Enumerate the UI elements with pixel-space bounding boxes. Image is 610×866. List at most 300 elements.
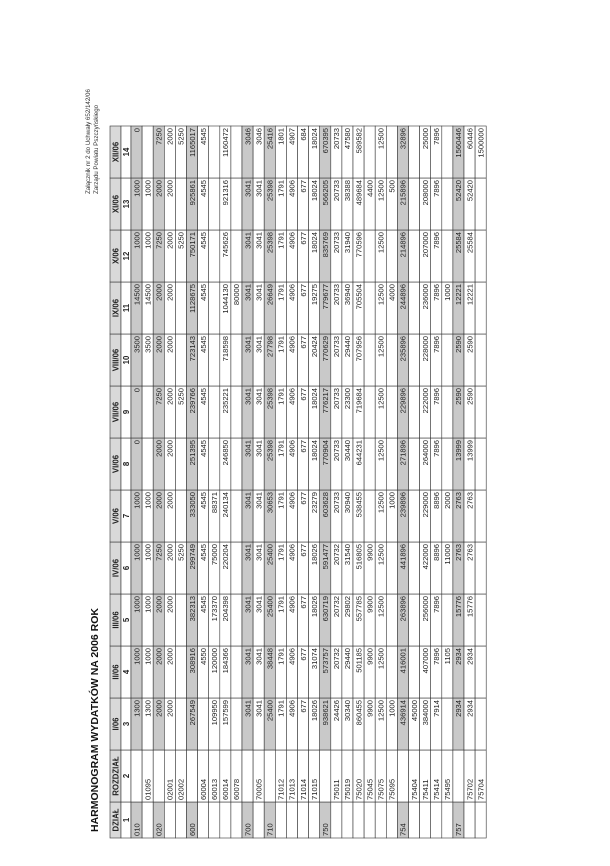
amount-cell: 835769 [321, 232, 330, 258]
amount-cell: 251395 [187, 440, 197, 466]
amount-cell: 20733 [332, 492, 342, 514]
amount-cell: 3041 [243, 596, 253, 613]
amount-cell: 30940 [343, 492, 353, 514]
amount-cell: 3041 [243, 440, 253, 457]
amount-cell: 1000 [143, 648, 153, 665]
table-cell-frame [442, 126, 453, 178]
amount-cell: 489684 [354, 180, 364, 206]
section-code: 750 [321, 823, 330, 836]
amount-cell: 3500 [143, 336, 153, 353]
amount-cell: 2000 [165, 128, 175, 145]
amount-cell: 770629 [321, 336, 330, 362]
amount-cell: 589582 [354, 128, 364, 154]
amount-cell: 4906 [287, 388, 297, 405]
subsection-code: 71014 [298, 778, 308, 800]
table-cell-frame [397, 750, 408, 802]
amount-cell: 4906 [287, 544, 297, 561]
amount-cell: 20733 [332, 180, 342, 202]
amount-cell: 501185 [354, 648, 364, 673]
table-cell-frame [386, 802, 397, 838]
amount-cell: 204398 [221, 596, 231, 622]
amount-cell: 25400 [265, 700, 275, 722]
table-cell-frame [175, 490, 186, 542]
amount-cell: 20732 [332, 648, 342, 670]
amount-cell: 1000 [132, 648, 142, 665]
amount-cell: 18024 [309, 180, 319, 202]
amount-cell: 644231 [354, 440, 364, 466]
amount-cell: 2000 [165, 180, 175, 197]
section-code: 757 [454, 823, 464, 836]
section-code: 010 [132, 823, 142, 836]
amount-cell: 750171 [187, 232, 197, 258]
amount-cell: 20733 [332, 336, 342, 358]
table-cell-frame [475, 490, 486, 542]
amount-cell: 12221 [454, 284, 464, 306]
amount-cell: 299749 [187, 544, 197, 570]
amount-cell: 1791 [276, 700, 286, 717]
amount-cell: 1160472 [221, 128, 231, 157]
amount-cell: 25398 [265, 180, 275, 202]
amount-cell: 12500 [376, 648, 386, 670]
table-cell-frame [131, 438, 142, 490]
amount-cell: 7250 [154, 232, 164, 249]
amount-cell: 4545 [198, 232, 208, 249]
amount-cell: 236000 [420, 284, 430, 310]
table-cell-frame [142, 126, 153, 178]
amount-cell: 3041 [243, 492, 253, 509]
table-cell-frame [464, 802, 475, 838]
amount-cell: 938621 [321, 700, 330, 726]
table-cell-frame [409, 594, 420, 646]
amount-cell: 0 [132, 388, 142, 393]
column-header: V/06 [111, 507, 121, 525]
amount-cell: 12221 [465, 284, 475, 306]
table-cell-frame [209, 126, 220, 178]
amount-cell: 2000 [165, 440, 175, 457]
subsection-code: 01095 [143, 778, 153, 800]
amount-cell: 239766 [187, 388, 197, 414]
amount-cell: 207000 [420, 232, 430, 258]
amount-cell: 1044130 [221, 284, 231, 314]
amount-cell: 1791 [276, 440, 286, 457]
amount-cell: 220204 [221, 544, 231, 570]
amount-cell: 4000 [387, 284, 397, 301]
table-cell-frame [175, 646, 186, 698]
amount-cell: 75000 [210, 544, 219, 566]
amount-cell: 1000 [143, 180, 153, 197]
amount-cell: 603628 [321, 492, 330, 518]
amount-cell: 4400 [365, 180, 375, 197]
amount-cell: 25398 [265, 232, 275, 254]
table-cell-frame [475, 386, 486, 438]
table-cell-frame [442, 594, 453, 646]
amount-cell: 1128675 [187, 284, 197, 313]
amount-cell: 7896 [432, 232, 441, 249]
amount-cell: 3041 [243, 284, 253, 301]
amount-cell: 235896 [398, 336, 408, 362]
amount-cell: 3041 [243, 544, 253, 561]
column-number: 2 [121, 773, 131, 779]
amount-cell: 3041 [254, 648, 264, 665]
subsection-code: 02001 [165, 778, 175, 800]
subsection-code: 60013 [210, 778, 219, 800]
amount-cell: 20733 [332, 440, 342, 462]
amount-cell: 18026 [309, 544, 319, 566]
table-cell-frame [209, 386, 220, 438]
table-cell-frame [409, 178, 420, 230]
amount-cell: 4906 [287, 596, 297, 613]
table-cell-frame [442, 386, 453, 438]
table-cell-frame [220, 802, 231, 838]
amount-cell: 23279 [309, 492, 319, 514]
attachment-note: Załącznik nr 2 do Uchwały 652/142/06 [85, 89, 92, 194]
amount-cell: 24426 [332, 700, 342, 722]
amount-cell: 12500 [376, 544, 386, 566]
amount-cell: 3041 [243, 336, 253, 353]
amount-cell: 1300 [143, 700, 153, 717]
amount-cell: 5250 [176, 388, 186, 405]
amount-cell: 2000 [165, 648, 175, 665]
amount-cell: 36940 [343, 284, 353, 306]
amount-cell: 1791 [276, 180, 286, 197]
column-header: III/06 [111, 611, 121, 629]
amount-cell: 12500 [376, 388, 386, 410]
table-cell-frame [364, 386, 375, 438]
table-cell-frame [231, 438, 242, 490]
amount-cell: 2763 [465, 492, 475, 509]
amount-cell: 3046 [254, 128, 264, 145]
amount-cell: 240134 [221, 492, 231, 518]
amount-cell: 25584 [465, 232, 475, 254]
amount-cell: 25398 [265, 440, 275, 462]
amount-cell: 2763 [454, 544, 464, 561]
amount-cell: 677 [298, 180, 308, 193]
amount-cell: 109950 [210, 700, 219, 726]
column-number: 13 [121, 199, 131, 209]
amount-cell: 1791 [276, 336, 286, 353]
subsection-code: 75404 [409, 778, 419, 800]
amount-cell: 1791 [276, 388, 286, 405]
amount-cell: 557785 [354, 596, 364, 622]
amount-cell: 18026 [309, 700, 319, 722]
amount-cell: 18024 [309, 440, 319, 462]
amount-cell: 7250 [154, 388, 164, 405]
amount-cell: 1000 [143, 596, 153, 613]
table-cell-frame [131, 750, 142, 802]
table-cell-frame [409, 438, 420, 490]
amount-cell: 1300 [132, 700, 142, 717]
column-number: 5 [121, 617, 131, 623]
column-number: 7 [121, 513, 131, 519]
table-cell-frame [475, 438, 486, 490]
table-cell-frame [209, 282, 220, 334]
subsection-code: 75411 [420, 779, 430, 800]
subsection-code: 60004 [198, 778, 208, 800]
amount-cell: 1560446 [454, 128, 464, 158]
subsection-code: 75702 [465, 778, 475, 800]
table-cell-frame [364, 282, 375, 334]
column-header: IX/06 [111, 298, 121, 318]
amount-cell: 4907 [287, 128, 297, 145]
amount-cell: 267549 [187, 700, 197, 726]
table-cell-frame [442, 334, 453, 386]
subsection-code: 75011 [332, 779, 342, 800]
column-header: VI/06 [111, 454, 121, 474]
amount-cell: 173370 [210, 596, 219, 622]
column-header: IV/06 [111, 558, 121, 578]
amount-cell: 25400 [265, 596, 275, 618]
amount-cell: 13999 [465, 440, 475, 462]
amount-cell: 684 [298, 128, 308, 141]
amount-cell: 11000 [443, 544, 453, 565]
amount-cell: 4545 [198, 336, 208, 353]
amount-cell: 222000 [420, 388, 430, 414]
amount-cell: 2763 [465, 544, 475, 561]
table-cell-frame [209, 230, 220, 282]
column-header: X/06 [111, 247, 121, 265]
table-cell-frame [231, 698, 242, 750]
amount-cell: 29440 [343, 336, 353, 358]
column-header: DZIAŁ [111, 808, 121, 832]
table-cell-frame [364, 438, 375, 490]
table-cell-frame [475, 646, 486, 698]
amount-cell: 2934 [454, 648, 464, 665]
amount-cell: 441896 [398, 544, 408, 570]
subsection-code: 75020 [354, 778, 364, 800]
amount-cell: 1000 [132, 544, 142, 561]
amount-cell: 436914 [398, 700, 408, 726]
issuer-note: Zarządu Powiatu Pszczyńskiego [93, 104, 100, 194]
amount-cell: 2000 [154, 700, 164, 717]
amount-cell: 18024 [309, 232, 319, 254]
amount-cell: 157599 [221, 700, 231, 726]
amount-cell: 18026 [309, 596, 319, 618]
subsection-code: 71013 [287, 778, 297, 800]
amount-cell: 2763 [454, 492, 464, 509]
amount-cell: 2590 [454, 336, 464, 353]
table-cell-frame [231, 594, 242, 646]
amount-cell: 30653 [265, 492, 275, 514]
amount-cell: 7896 [432, 180, 441, 197]
amount-cell: 1000 [143, 492, 153, 509]
column-header: VIII/06 [111, 348, 121, 372]
table-cell-frame [409, 646, 420, 698]
table-cell-frame [198, 802, 209, 838]
amount-cell: 2000 [443, 492, 453, 509]
table-cell-frame [231, 542, 242, 594]
amount-cell: 2000 [165, 700, 175, 717]
table-cell-frame [253, 802, 264, 838]
amount-cell: 516805 [354, 544, 364, 570]
table-cell-frame [131, 126, 142, 178]
amount-cell: 705504 [354, 284, 364, 310]
amount-cell: 9900 [365, 700, 375, 717]
column-number: 14 [121, 147, 131, 157]
table-cell-frame [475, 698, 486, 750]
amount-cell: 20733 [332, 284, 342, 306]
amount-cell: 3041 [254, 492, 264, 509]
table-cell-frame [231, 126, 242, 178]
amount-cell: 12500 [376, 440, 386, 462]
amount-cell: 0 [132, 128, 142, 133]
amount-cell: 677 [298, 284, 308, 297]
amount-cell: 80000 [232, 284, 242, 306]
amount-cell: 2000 [154, 440, 164, 457]
amount-cell: 4545 [198, 596, 208, 613]
amount-cell: 184366 [221, 648, 231, 674]
amount-cell: 3041 [254, 284, 264, 301]
amount-cell: 2000 [165, 544, 175, 561]
amount-cell: 244896 [398, 284, 408, 310]
column-number: 11 [121, 303, 131, 313]
table-cell-frame [475, 334, 486, 386]
amount-cell: 25584 [454, 232, 464, 254]
amount-cell: 4545 [198, 544, 208, 561]
amount-cell: 12500 [376, 232, 386, 254]
table-cell-frame [420, 802, 431, 838]
amount-cell: 925861 [187, 180, 197, 206]
amount-cell: 860455 [354, 700, 364, 726]
amount-cell: 2934 [465, 648, 475, 665]
table-cell-frame [364, 802, 375, 838]
amount-cell: 770904 [321, 440, 330, 466]
column-header: II/06 [111, 664, 121, 680]
amount-cell: 7896 [432, 336, 441, 353]
expenditure-schedule-table [110, 126, 486, 838]
amount-cell: 19275 [309, 284, 319, 306]
amount-cell: 20732 [332, 544, 342, 566]
table-cell-frame [231, 802, 242, 838]
column-number: 9 [121, 409, 131, 415]
table-cell-frame [231, 490, 242, 542]
amount-cell: 384000 [420, 700, 430, 726]
table-cell-frame [475, 802, 486, 838]
table-cell-frame [131, 386, 142, 438]
column-number: 3 [121, 721, 131, 727]
amount-cell: 3041 [254, 336, 264, 353]
amount-cell: 1000 [387, 700, 397, 717]
amount-cell: 677 [298, 440, 308, 453]
table-cell-frame [164, 802, 175, 838]
table-cell-frame [175, 438, 186, 490]
table-cell-frame [364, 230, 375, 282]
table-cell-frame [475, 594, 486, 646]
table-cell-frame [231, 178, 242, 230]
table-cell-frame [386, 438, 397, 490]
amount-cell: 677 [298, 648, 308, 661]
table-cell-frame [409, 230, 420, 282]
table-cell-frame [364, 126, 375, 178]
amount-cell: 3500 [132, 336, 142, 353]
amount-cell: 566205 [321, 180, 330, 206]
subsection-code: 71012 [276, 778, 286, 800]
table-cell-frame [264, 750, 275, 802]
column-number: 1 [121, 817, 131, 823]
table-cell-frame [386, 594, 397, 646]
amount-cell: 677 [298, 388, 308, 401]
table-cell-frame [409, 802, 420, 838]
amount-cell: 52420 [465, 180, 475, 202]
amount-cell: 3041 [254, 180, 264, 197]
amount-cell: 215896 [398, 180, 408, 206]
amount-cell: 25416 [265, 128, 275, 150]
amount-cell: 12500 [376, 700, 386, 722]
table-cell-frame [386, 646, 397, 698]
amount-cell: 214896 [398, 232, 408, 258]
amount-cell: 1000 [143, 232, 153, 249]
amount-cell: 2000 [154, 336, 164, 353]
amount-cell: 263896 [398, 596, 408, 622]
table-cell-frame [364, 334, 375, 386]
amount-cell: 4906 [287, 336, 297, 353]
subsection-code: 60014 [221, 778, 231, 800]
table-cell-frame [175, 334, 186, 386]
amount-cell: 2000 [154, 648, 164, 665]
amount-cell: 8896 [432, 544, 441, 561]
amount-cell: 1000 [443, 284, 453, 301]
amount-cell: 2590 [465, 388, 475, 405]
table-cell-frame [409, 542, 420, 594]
amount-cell: 3041 [243, 232, 253, 249]
amount-cell: 31074 [309, 648, 319, 670]
amount-cell: 25400 [265, 544, 275, 566]
table-cell-frame [409, 334, 420, 386]
amount-cell: 228000 [420, 336, 430, 362]
amount-cell: 4545 [198, 440, 208, 457]
amount-cell: 4906 [287, 180, 297, 197]
amount-cell: 1791 [276, 648, 286, 665]
section-code: 710 [265, 823, 275, 836]
amount-cell: 4906 [287, 492, 297, 509]
table-cell-frame [175, 282, 186, 334]
amount-cell: 18024 [309, 128, 319, 150]
table-cell-frame [175, 594, 186, 646]
amount-cell: 1000 [132, 596, 142, 613]
table-cell-frame [375, 802, 386, 838]
amount-cell: 3041 [254, 596, 264, 613]
amount-cell: 30440 [343, 440, 353, 462]
amount-cell: 677 [298, 492, 308, 505]
table-cell-frame [409, 386, 420, 438]
amount-cell: 27798 [265, 336, 275, 358]
amount-cell: 7896 [432, 284, 441, 301]
amount-cell: 2590 [465, 336, 475, 353]
column-number: 6 [121, 565, 131, 571]
amount-cell: 30340 [343, 700, 353, 722]
amount-cell: 15776 [454, 596, 464, 618]
amount-cell: 2000 [165, 284, 175, 301]
table-cell-frame [386, 230, 397, 282]
amount-cell: 25000 [420, 128, 430, 150]
amount-cell: 407000 [420, 648, 430, 674]
table-cell-frame [442, 698, 453, 750]
amount-cell: 20732 [332, 596, 342, 618]
table-cell-frame [142, 802, 153, 838]
amount-cell: 7896 [432, 648, 441, 665]
section-code: 700 [243, 823, 253, 836]
amount-cell: 9900 [365, 648, 375, 665]
amount-cell: 29802 [343, 596, 353, 618]
amount-cell: 921316 [221, 180, 231, 206]
subsection-code: 75495 [443, 778, 453, 800]
amount-cell: 52420 [454, 180, 464, 202]
column-number: 10 [121, 355, 131, 365]
amount-cell: 7896 [432, 440, 441, 457]
amount-cell: 12500 [376, 596, 386, 618]
table-cell-frame [442, 178, 453, 230]
amount-cell: 9900 [365, 544, 375, 561]
table-cell-frame [153, 750, 164, 802]
